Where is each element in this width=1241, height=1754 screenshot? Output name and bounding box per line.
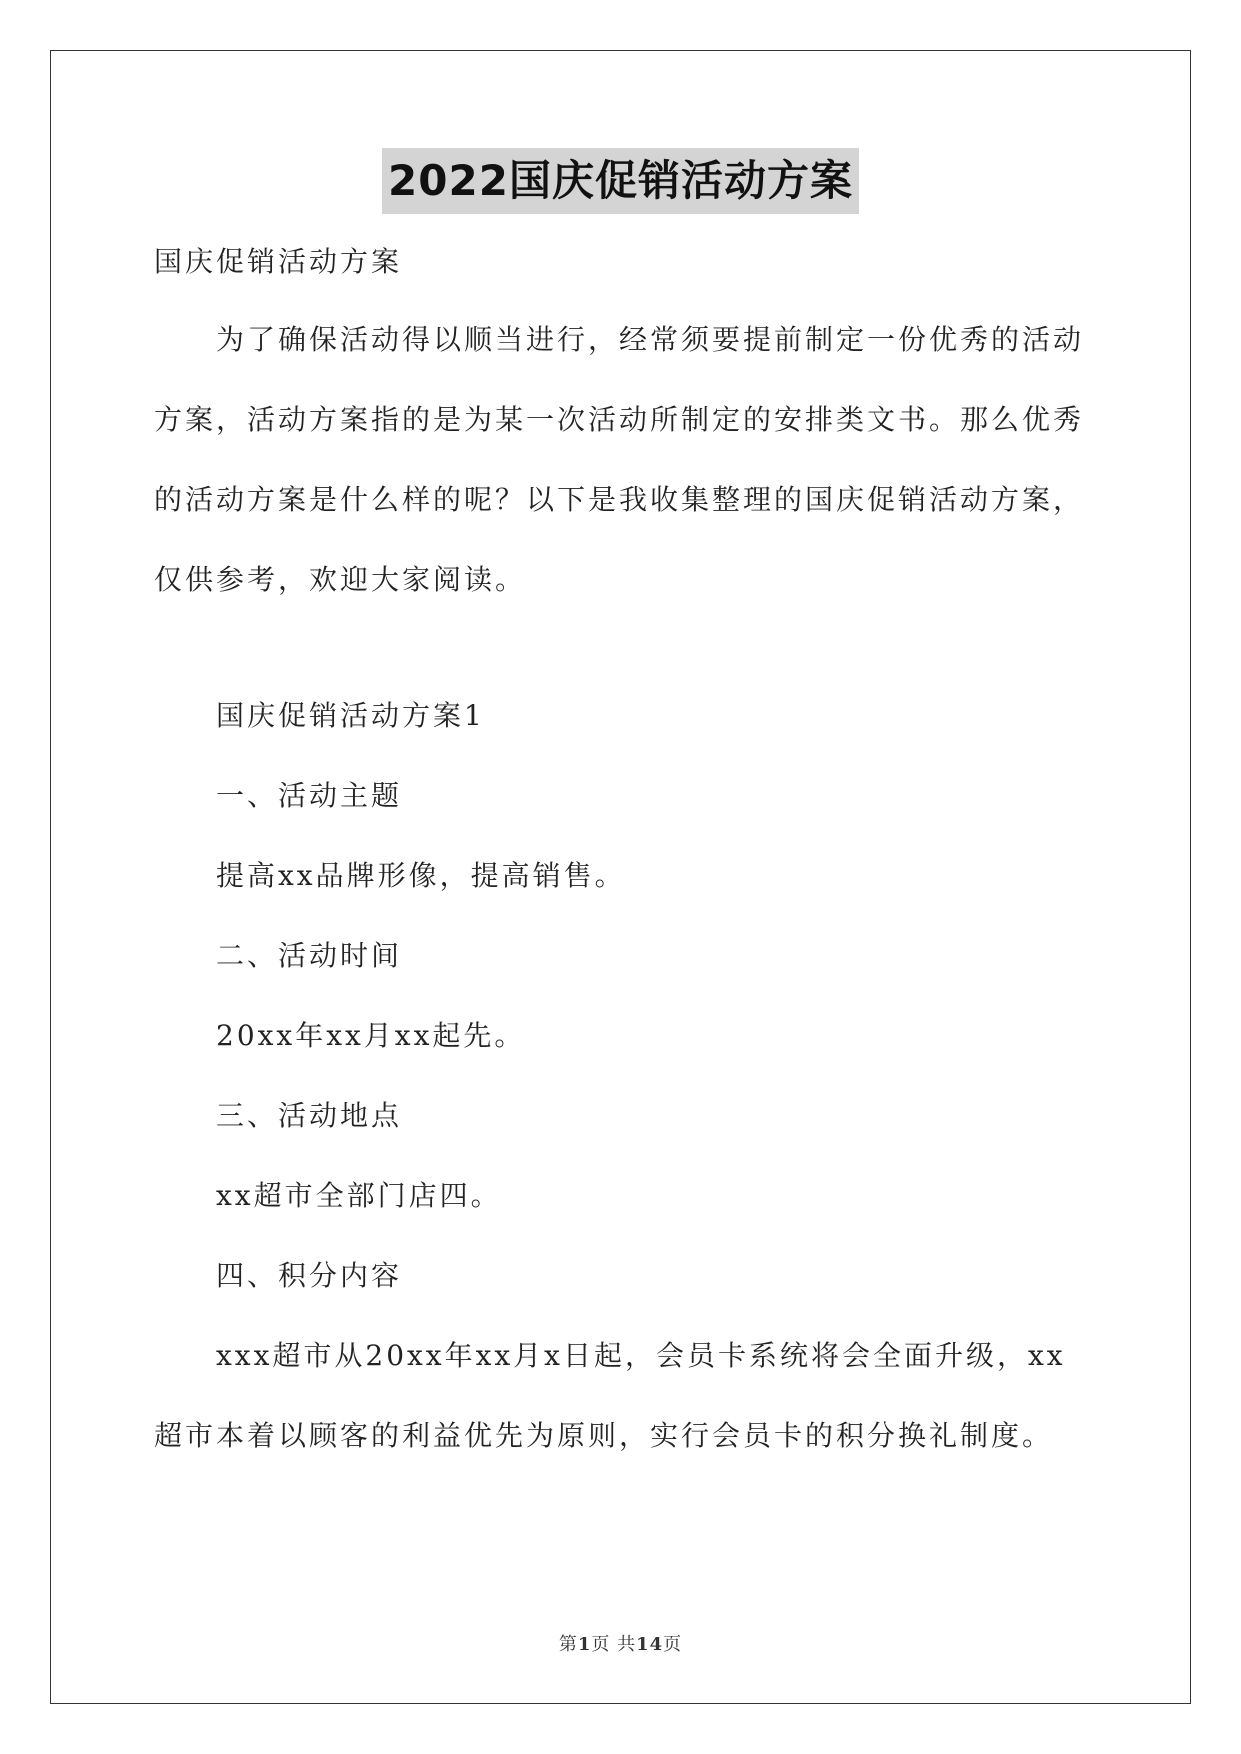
intro-line-3: 的活动方案是什么样的呢？以下是我收集整理的国庆促销活动方案， [154,483,1085,516]
intro-line-4: 仅供参考，欢迎大家阅读。 [154,563,527,596]
document-title: 2022国庆促销活动方案 [382,148,859,214]
section-line: 二、活动时间 [216,939,403,972]
intro-line-2: 方案，活动方案指的是为某一次活动所制定的安排类文书。那么优秀 [154,403,1085,436]
section-line: xx超市全部门店四。 [216,1179,502,1212]
section-line: 20xx年xx月xx起先。 [216,1019,526,1052]
footer-mid: 页 共 [591,1634,637,1655]
section-line: 提高xx品牌形像，提高销售。 [216,859,626,892]
title-wrap [0,148,1241,214]
subtitle: 国庆促销活动方案 [154,245,403,278]
section-line: 超市本着以顾客的利益优先为原则，实行会员卡的积分换礼制度。 [154,1419,1054,1452]
footer-page-number: 1 [577,1634,592,1655]
section-heading: 国庆促销活动方案1 [216,699,485,732]
footer-total-pages: 14 [636,1634,664,1655]
section-line: xxx超市从20xx年xx月x日起，会员卡系统将会全面升级，xx [216,1339,1066,1372]
section-line: 四、积分内容 [216,1259,403,1292]
section-line: 一、活动主题 [216,779,403,812]
section-line: 三、活动地点 [216,1099,403,1132]
footer-suffix: 页 [663,1634,683,1655]
intro-line-1: 为了确保活动得以顺当进行，经常须要提前制定一份优秀的活动 [216,323,1085,356]
footer-prefix: 第 [558,1634,578,1655]
page-footer [0,1630,1241,1656]
